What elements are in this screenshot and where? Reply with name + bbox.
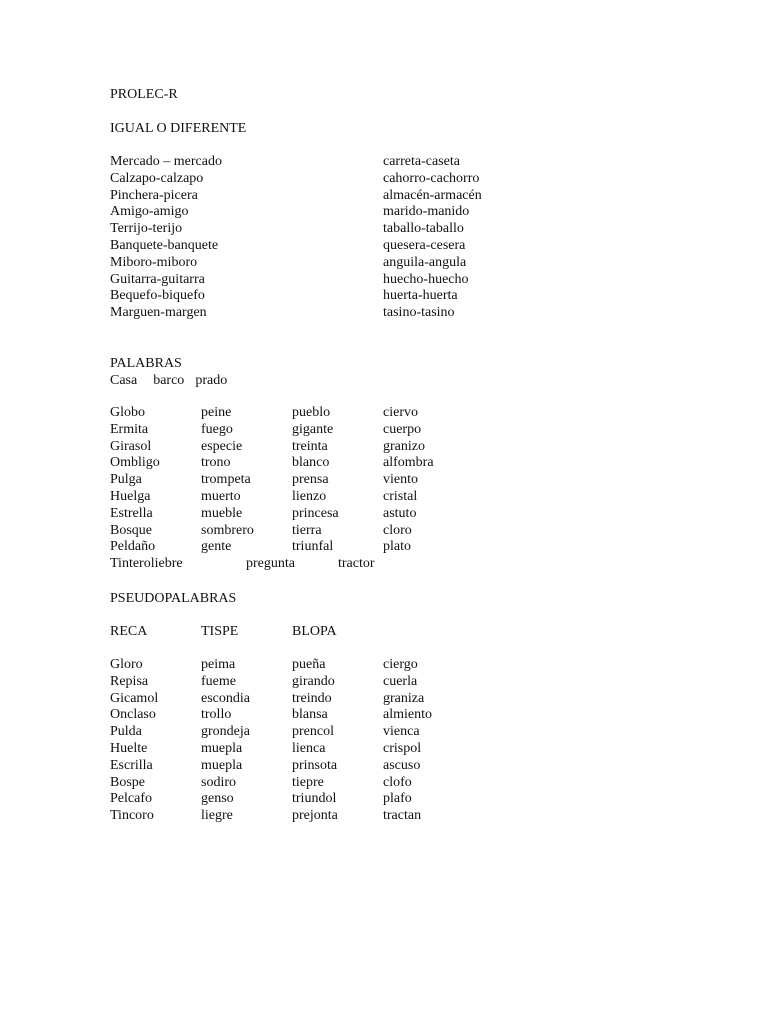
pseudoword: Onclaso (110, 707, 156, 723)
pseudoword: Tincoro (110, 808, 154, 824)
pseudoword: Gloro (110, 657, 143, 672)
word: Ermita (110, 421, 149, 437)
palabras-column-3 (292, 405, 339, 556)
word: Girasol (110, 438, 152, 454)
word-pair: Bequefo-biquefo (110, 288, 205, 304)
section-heading-palabras: PALABRAS (110, 356, 182, 371)
word-pair: Amigo-amigo (110, 204, 189, 220)
pseudoword: muepla (201, 757, 243, 773)
pseudoword: pueña (292, 657, 326, 672)
word: gigante (292, 421, 334, 437)
word-pair: tasino-tasino (383, 305, 455, 321)
word: Peldaño (110, 539, 156, 555)
word: alfombra (383, 455, 434, 471)
word: tierra (292, 522, 322, 538)
word-pair: Marguen-margen (110, 305, 207, 321)
pseudoword: crispol (383, 740, 422, 756)
pseudoword: Bospe (110, 774, 145, 790)
word: cloro (383, 522, 412, 538)
word-pair: Guitarra-guitarra (110, 271, 205, 287)
palabras-column-1 (110, 405, 160, 556)
pseudoword: peima (201, 657, 236, 672)
word: triunfal (292, 539, 334, 555)
pseudoword: plafo (383, 791, 412, 807)
word-pair: marido-manido (383, 204, 470, 220)
word: peine (201, 405, 232, 420)
word: Ombligo (110, 455, 160, 471)
palabras-column-2 (201, 405, 254, 556)
word: cristal (383, 488, 418, 504)
word: astuto (383, 505, 417, 521)
igual-left-column (110, 154, 222, 322)
pseudoword: ciergo (383, 657, 418, 672)
palabras-last-word-2: pregunta (246, 556, 295, 571)
pseudoword: prinsota (292, 757, 338, 773)
pseudoword: lienca (292, 740, 326, 756)
pseudoword: vienca (383, 724, 420, 740)
word: Bosque (110, 522, 152, 538)
word: plato (383, 539, 411, 555)
word: prensa (292, 472, 329, 488)
word-pair: Mercado – mercado (110, 154, 222, 169)
word-pair: huecho-huecho (383, 271, 469, 287)
pseudo-practice-1: RECA (110, 624, 148, 639)
word: especie (201, 438, 243, 454)
pseudoword: triundol (292, 791, 337, 807)
word: lienzo (292, 488, 327, 504)
palabras-last-word-1: Tinteroliebre (110, 556, 183, 571)
word: muerto (201, 488, 241, 504)
pseudo-practice-3: BLOPA (292, 624, 337, 639)
word-pair: quesera-cesera (383, 237, 466, 253)
word: trompeta (201, 472, 251, 488)
pseudoword: ascuso (383, 757, 421, 773)
word-pair: Banquete-banquete (110, 237, 219, 253)
pseudoword: Escrilla (110, 757, 153, 773)
pseudoword: Repisa (110, 673, 149, 689)
pseudoword: escondia (201, 690, 250, 706)
word-pair: Calzapo-calzapo (110, 170, 204, 186)
word-pair: Pinchera-picera (110, 187, 198, 203)
practice-word: barco (153, 373, 185, 388)
pseudo-practice-2: TISPE (201, 624, 239, 639)
pseudoword: Pulda (110, 724, 142, 740)
word-pair: cahorro-cachorro (383, 170, 480, 186)
pseudoword: Huelte (110, 740, 148, 756)
practice-word: prado (195, 373, 228, 388)
pseudoword: blansa (292, 707, 328, 723)
word: mueble (201, 505, 243, 521)
word: granizo (383, 438, 425, 454)
word: pueblo (292, 405, 331, 420)
palabras-practice-row (110, 372, 227, 389)
pseudo-column-1 (110, 657, 158, 825)
pseudoword: prencol (292, 724, 334, 740)
pseudoword: clofo (383, 774, 412, 790)
pseudoword: fueme (201, 673, 236, 689)
word-pair: almacén-armacén (383, 187, 482, 203)
word: blanco (292, 455, 330, 471)
pseudoword: muepla (201, 740, 243, 756)
word-pair: carreta-caseta (383, 154, 460, 169)
pseudoword: liegre (201, 808, 233, 824)
pseudoword: tiepre (292, 774, 324, 790)
word-pair: taballo-taballo (383, 221, 464, 237)
pseudoword: grondeja (201, 724, 250, 740)
word: princesa (292, 505, 339, 521)
word: viento (383, 472, 418, 488)
pseudoword: Gicamol (110, 690, 159, 706)
pseudoword: girando (292, 673, 335, 689)
pseudoword: graniza (383, 690, 425, 706)
word-pair: anguila-angula (383, 254, 467, 270)
word: treinta (292, 438, 328, 454)
pseudoword: tractan (383, 808, 422, 824)
pseudoword: almiento (383, 707, 432, 723)
section-heading-pseudopalabras: PSEUDOPALABRAS (110, 591, 237, 606)
section-heading-igual: IGUAL O DIFERENTE (110, 121, 247, 136)
word: cuerpo (383, 421, 422, 437)
pseudoword: cuerla (383, 673, 418, 689)
word: sombrero (201, 522, 254, 538)
document-title: PROLEC-R (110, 87, 178, 102)
word: Globo (110, 405, 145, 420)
pseudo-column-3 (292, 657, 338, 825)
word-pair: Terrijo-terijo (110, 221, 183, 237)
palabras-last-word-3: tractor (338, 556, 375, 571)
word: Pulga (110, 472, 142, 488)
practice-word: Casa (110, 373, 138, 388)
word: Estrella (110, 505, 153, 521)
palabras-column-4 (383, 405, 434, 556)
pseudoword: prejonta (292, 808, 338, 824)
word-pair: Miboro-miboro (110, 254, 198, 270)
pseudoword: sodiro (201, 774, 236, 790)
pseudoword: treindo (292, 690, 332, 706)
word: trono (201, 455, 231, 471)
word: fuego (201, 421, 233, 437)
pseudoword: genso (201, 791, 234, 807)
word: Huelga (110, 488, 151, 504)
word-pair: huerta-huerta (383, 288, 458, 304)
igual-right-column (383, 154, 482, 322)
pseudo-column-4 (383, 657, 432, 825)
pseudoword: Pelcafo (110, 791, 152, 807)
pseudoword: trollo (201, 707, 232, 723)
pseudo-column-2 (201, 657, 250, 825)
word: ciervo (383, 405, 418, 420)
word: gente (201, 539, 232, 555)
